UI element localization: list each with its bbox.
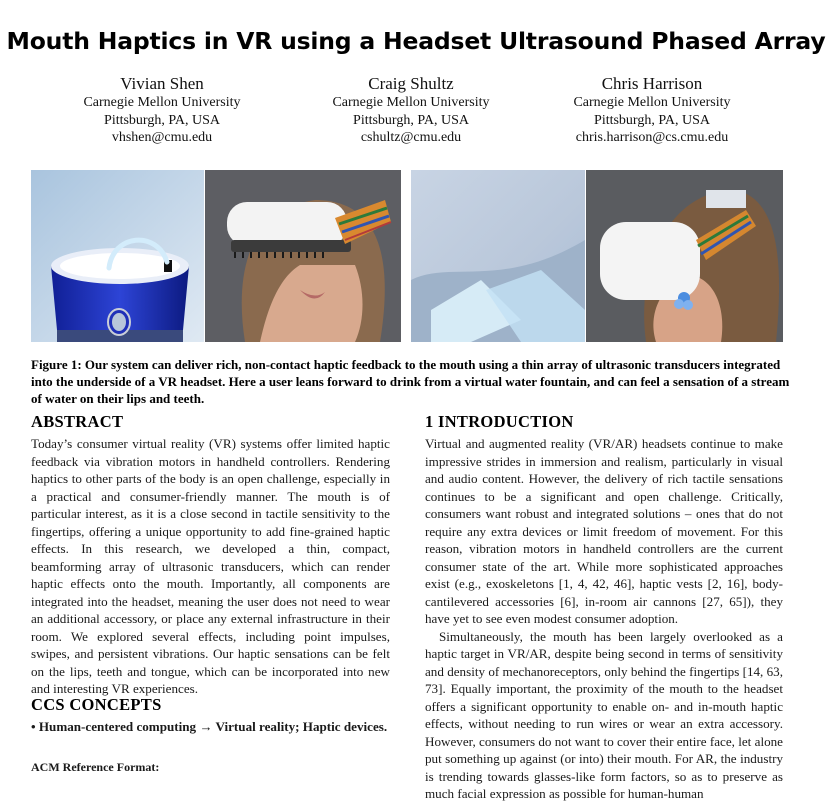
- author-email[interactable]: vhshen@cmu.edu: [111, 130, 213, 145]
- introduction-paragraph-2: Simultaneously, the mouth has been largely overlooked as a haptic target in VR/AR, despite being second in terms of sensitivity and density of mechanoreceptors, only behind the fingertips [14, 63, 73]. Equally important, the proximity of the mouth to the headset offers a significant opportunity to enable on- and in-mouth haptic effects, without needing to run wires or wear an extra accessory. However, consumers do not want to cover their entire face, let alone put something up against (or into) their mouth. For AR, the industry is trending towards glasses-like form factors, so as to preserve as much facial expression as possible for human-human: [425, 628, 783, 801]
- headset-photo: [205, 170, 401, 342]
- introduction-heading: 1 INTRODUCTION: [425, 412, 574, 431]
- figure-user-headset-front: [205, 170, 401, 342]
- headset-side-photo: [586, 170, 783, 342]
- author-name: Chris Harrison: [601, 74, 703, 93]
- abstract-paragraph: Today’s consumer virtual reality (VR) systems offer limited haptic feedback via vibration motors in handheld controllers. Rendering haptics to other parts of the body is an open challenge, especially in a practical and consumer-friendly manner. The mouth is of particular interest, as it is a close second in tactile sensitivity to the fingertips, offering a unique opportunity to add fine-grained haptic effects. In this research, we developed a thin, compact, beamforming array of ultrasonic transducers, which can render haptic effects onto the mouth. Importantly, all components are integrated into the headset, meaning the user does not need to wear an additional accessory, or place any external infrastructure in their room. We explored several effects, including point impulses, swipes, and persistent vibrations. Our haptic sensations can be felt on the lips, teeth and tongue, which can be incorporated into new and interesting VR experiences.: [31, 436, 390, 696]
- author-name: Vivian Shen: [120, 74, 204, 93]
- vr-view-image: [411, 170, 585, 342]
- figure-user-headset-side: [586, 170, 783, 342]
- author-location: Pittsburgh, PA, USA: [594, 112, 710, 128]
- author-location: Pittsburgh, PA, USA: [104, 112, 220, 128]
- author-email[interactable]: chris.harrison@cs.cmu.edu: [575, 130, 729, 145]
- abstract-body: [31, 435, 390, 698]
- author-name: Craig Shultz: [368, 74, 454, 93]
- ccs-concepts: • Human-centered computing → Virtual reality; Haptic devices.: [31, 719, 388, 734]
- introduction-paragraph-1: Virtual and augmented reality (VR/AR) headsets continue to make impressive strides in immersion and realism, particularly in visual and audio content. However, the delivery of rich tactile sensations continues to be a significant and open challenge. Critically, consumers want robust and integrated solutions – ones that do not require any extra devices or limit freedom of movement. For this reason, vibration motors in handheld controllers are the current consumer state of the art. While more sophisticated approaches exist (e.g., exoskeletons [1, 4, 42, 46], haptic vests [2, 16], body-cantilevered accessories [6], in-room air cannons [27, 65]), they have yet to see even modest consumer adoption.: [425, 436, 783, 626]
- acm-reference-heading: ACM Reference Format:: [31, 760, 160, 774]
- fountain-render-image: [31, 170, 204, 342]
- author-affiliation: Carnegie Mellon University: [332, 95, 490, 110]
- author-location: Pittsburgh, PA, USA: [353, 112, 469, 128]
- author-1: [47, 73, 277, 147]
- ccs-heading: CCS CONCEPTS: [31, 695, 162, 714]
- author-email[interactable]: cshultz@cmu.edu: [360, 130, 462, 145]
- author-2: [296, 73, 526, 147]
- author-3: [537, 73, 767, 147]
- author-affiliation: Carnegie Mellon University: [573, 95, 731, 110]
- paper-title: Mouth Haptics in VR using a Headset Ultrasound Phased Array: [6, 27, 826, 55]
- abstract-heading: ABSTRACT: [31, 412, 124, 431]
- author-affiliation: Carnegie Mellon University: [83, 95, 241, 110]
- introduction-body: [425, 435, 783, 803]
- figure-vr-fountain: [31, 170, 204, 342]
- figure-caption: Figure 1: Our system can deliver rich, non-contact haptic feedback to the mouth using a thin array of ultrasonic transducers integrated into the underside of a VR headset. Here a user leans forward to drink from a virtual water fountain, and can feel a sensation of a stream of water on their lips and teeth.: [31, 357, 790, 406]
- figure-vr-view: [411, 170, 585, 342]
